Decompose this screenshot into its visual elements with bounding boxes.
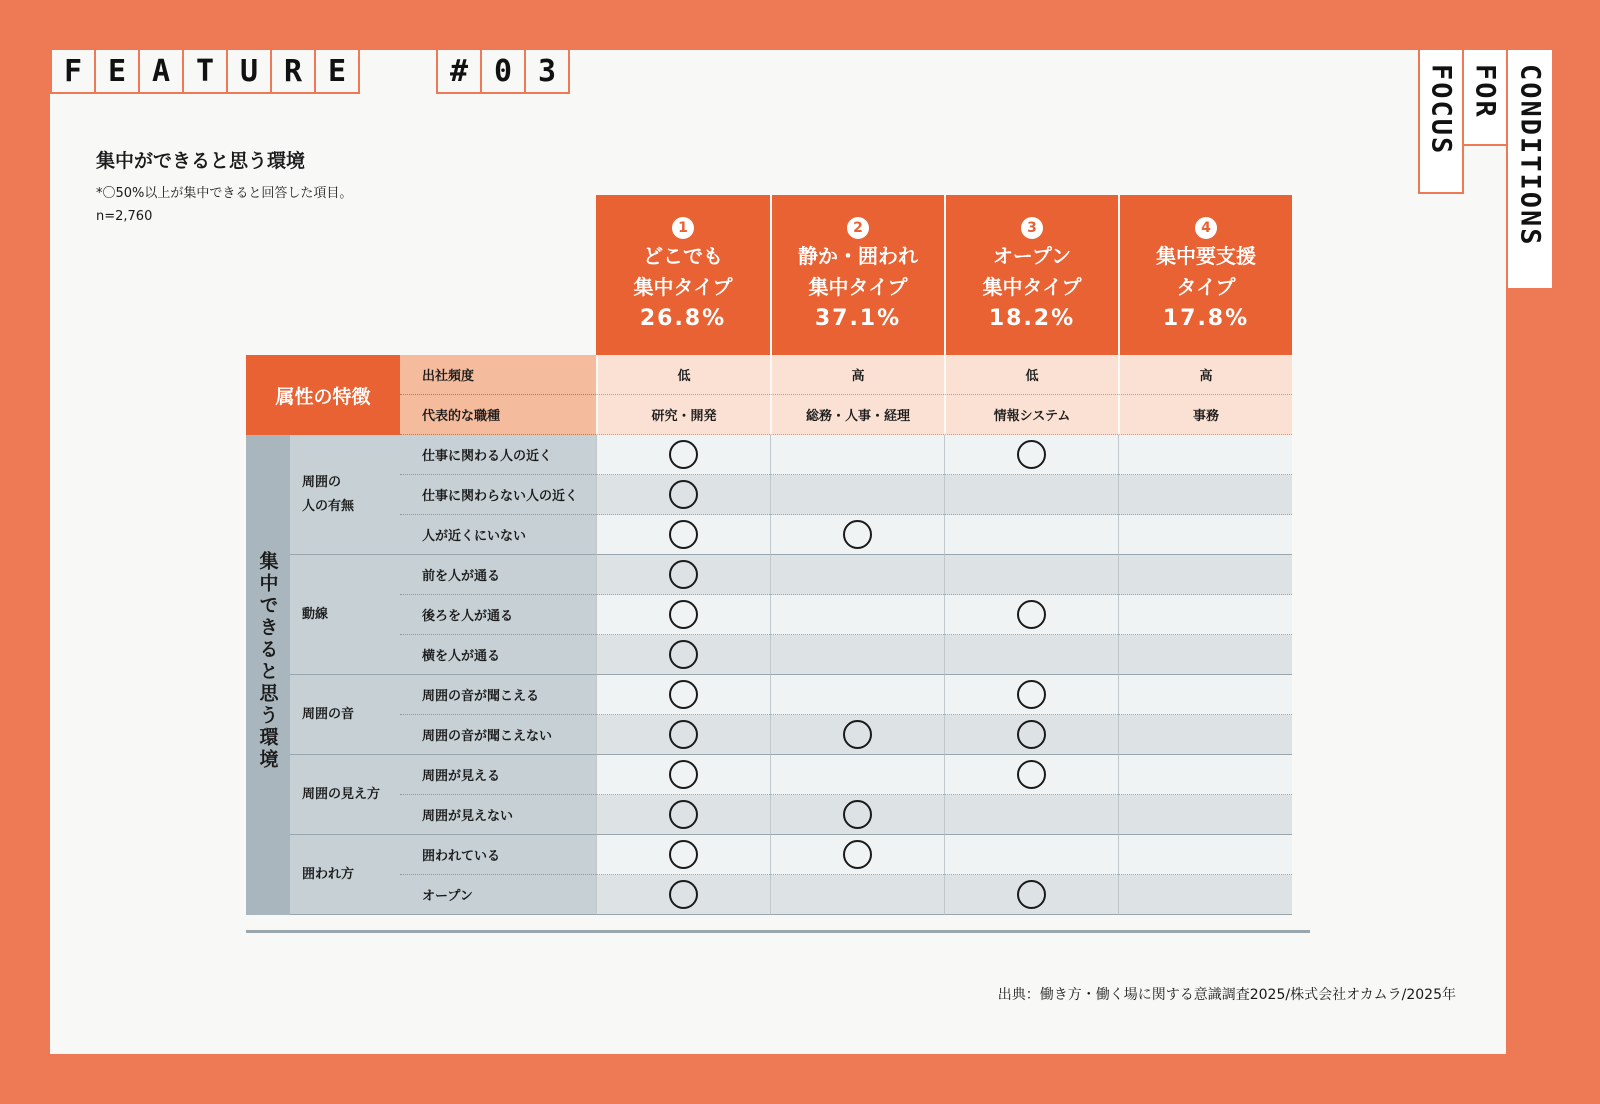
circle-mark-icon [843,720,872,749]
mark-cell [770,555,944,595]
circle-mark-icon [669,680,698,709]
mark-cell [770,675,944,715]
circle-mark-icon [1017,760,1046,789]
attribute-value: 低 [944,355,1118,395]
mark-cell [1118,875,1292,915]
mark-cell [596,795,770,835]
number-letter: 0 [482,50,526,92]
type-percent: 37.1% [814,305,902,331]
type-percent: 17.8% [1162,305,1250,331]
attribute-value: 事務 [1118,395,1292,435]
group-label: 周囲の見え方 [290,755,400,835]
mark-cell [596,595,770,635]
mark-cell [1118,595,1292,635]
group-label: 囲われ方 [290,835,400,915]
group-label: 動線 [290,555,400,675]
circle-mark-icon [669,760,698,789]
environment-item-label: 人が近くにいない [400,515,596,555]
mark-cell [770,715,944,755]
type-percent: 26.8% [639,305,727,331]
attribute-value: 高 [1118,355,1292,395]
environment-item-label: 囲われている [400,835,596,875]
feature-letter: A [140,50,184,92]
type-header [596,195,770,355]
environment-item-label: 仕事に関わる人の近く [400,435,596,475]
mark-cell [770,475,944,515]
mark-cell [1118,675,1292,715]
environment-item-label: 周囲の音が聞こえる [400,675,596,715]
mark-cell [944,555,1118,595]
mark-cell [596,835,770,875]
attribute-value: 低 [596,355,770,395]
mark-cell [596,755,770,795]
environment-item-label: オープン [400,875,596,915]
type-percent: 18.2% [988,305,1076,331]
environment-item-label: 周囲の音が聞こえない [400,715,596,755]
type-header [1120,195,1292,355]
attribute-value: 高 [770,355,944,395]
chart-title: 集中ができると思う環境 [96,150,306,172]
mark-cell [596,435,770,475]
feature-letter: F [52,50,96,92]
type-name-line2: タイプ [1176,274,1236,299]
mark-cell [770,595,944,635]
number-letter: 3 [526,50,570,92]
source-citation: 出典：働き方・働く場に関する意識調査2025/株式会社オカムラ/2025年 [997,987,1456,1003]
mark-cell [1118,835,1292,875]
circle-mark-icon [669,520,698,549]
number-letter: # [438,50,482,92]
circle-mark-icon [1017,440,1046,469]
mark-cell [770,835,944,875]
footnote: *〇50%以上が集中できると回答した項目。 [96,186,353,201]
circle-mark-icon [1017,600,1046,629]
circle-mark-icon [669,480,698,509]
circle-mark-icon [1017,880,1046,909]
circle-mark-icon [669,640,698,669]
mark-cell [944,755,1118,795]
circle-mark-icon [669,600,698,629]
attribute-value: 研究・開発 [596,395,770,435]
type-name-line1: 集中要支援 [1156,243,1256,268]
feature-letter: E [96,50,140,92]
attribute-value: 情報システム [944,395,1118,435]
circle-mark-icon [843,520,872,549]
feature-letter: T [184,50,228,92]
group-label: 周囲の 人の有無 [290,435,400,555]
attribute-value: 総務・人事・経理 [770,395,944,435]
circle-mark-icon [669,880,698,909]
feature-letter: E [316,50,360,92]
vertical-label-focus: FOCUS [1418,50,1464,194]
mark-cell [944,635,1118,675]
mark-cell [1118,435,1292,475]
environment-item-label: 前を人が通る [400,555,596,595]
type-number-badge: 2 [847,217,869,239]
mark-cell [944,515,1118,555]
mark-cell [770,635,944,675]
environment-item-label: 仕事に関わらない人の近く [400,475,596,515]
type-number-badge: 1 [672,217,694,239]
feature-letter: R [272,50,316,92]
mark-cell [944,835,1118,875]
mark-cell [1118,555,1292,595]
circle-mark-icon [669,720,698,749]
mark-cell [596,515,770,555]
mark-cell [944,795,1118,835]
type-header [772,195,944,355]
type-number-badge: 3 [1021,217,1043,239]
feature-page [50,50,1546,1054]
type-name-line1: オープン [992,243,1072,268]
circle-mark-icon [669,840,698,869]
mark-cell [1118,475,1292,515]
circle-mark-icon [669,440,698,469]
environment-item-label: 周囲が見える [400,755,596,795]
mark-cell [596,875,770,915]
mark-cell [944,715,1118,755]
mark-cell [1118,515,1292,555]
attribute-label: 出社頻度 [400,355,596,395]
vertical-label-conditions: CONDITIONS [1506,50,1552,290]
type-name-line2: 集中タイプ [982,274,1082,299]
feature-header [50,50,360,94]
mark-cell [1118,635,1292,675]
mark-cell [944,435,1118,475]
attribute-label: 代表的な職種 [400,395,596,435]
environment-item-label: 後ろを人が通る [400,595,596,635]
environment-item-label: 周囲が見えない [400,795,596,835]
mark-cell [1118,715,1292,755]
feature-number [436,50,570,94]
environment-item-label: 横を人が通る [400,635,596,675]
mark-cell [770,435,944,475]
type-name-line1: どこでも [643,243,723,268]
type-name-line1: 静か・囲われ [798,243,918,268]
mark-cell [596,475,770,515]
mark-cell [770,755,944,795]
mark-cell [944,875,1118,915]
mark-cell [770,875,944,915]
table-bottom-rule [246,930,1310,933]
sample-size: n=2,760 [96,209,153,224]
mark-cell [1118,755,1292,795]
circle-mark-icon [843,800,872,829]
feature-letter: U [228,50,272,92]
environment-heading: 集中できると思う環境 [246,435,290,915]
mark-cell [770,795,944,835]
circle-mark-icon [843,840,872,869]
type-name-line2: 集中タイプ [808,274,908,299]
type-header [946,195,1118,355]
mark-cell [596,635,770,675]
vertical-label-for: FOR [1462,50,1508,146]
circle-mark-icon [669,560,698,589]
type-number-badge: 4 [1195,217,1217,239]
mark-cell [944,595,1118,635]
mark-cell [770,515,944,555]
type-name-line2: 集中タイプ [633,274,733,299]
mark-cell [596,675,770,715]
circle-mark-icon [669,800,698,829]
group-label: 周囲の音 [290,675,400,755]
circle-mark-icon [1017,720,1046,749]
mark-cell [944,675,1118,715]
mark-cell [944,475,1118,515]
mark-cell [596,715,770,755]
attributes-heading: 属性の特徴 [246,355,400,435]
circle-mark-icon [1017,680,1046,709]
mark-cell [596,555,770,595]
mark-cell [1118,795,1292,835]
